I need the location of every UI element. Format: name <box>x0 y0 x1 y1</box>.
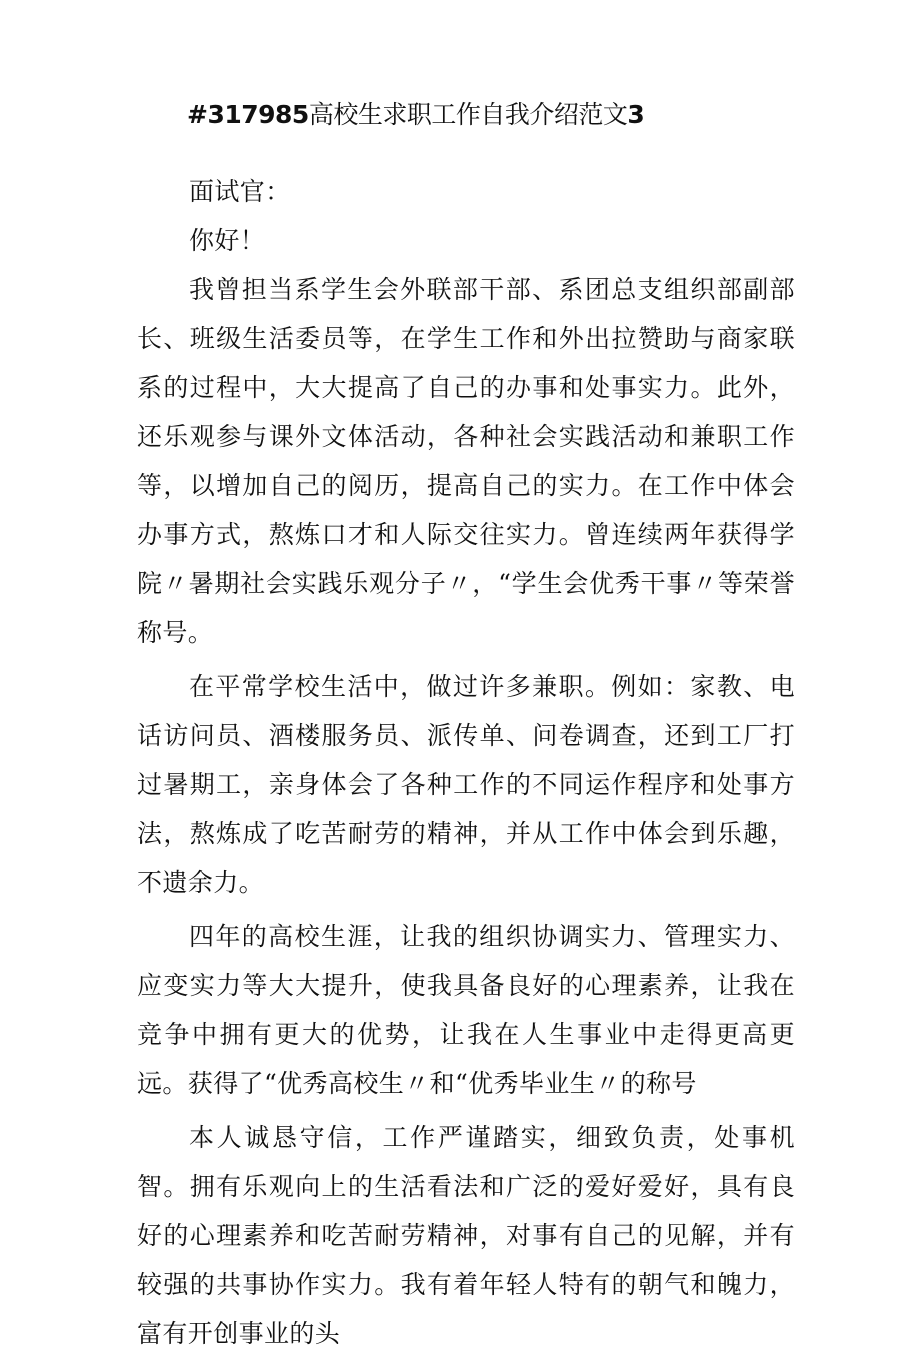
title-number: #317985 <box>187 100 309 129</box>
paragraph-2: 在平常学校生活中，做过许多兼职。例如：家教、电话访问员、酒楼服务员、派传单、问卷调查，还到工厂打过暑期工，亲身体会了各种工作的不同运作程序和处事方法，熬炼成了吃苦耐劳的精神，并从工作中体会到乐趣，不遗余力。 <box>137 672 795 897</box>
document-title <box>187 98 644 132</box>
title-suffix: 3 <box>627 100 645 129</box>
title-text: 高校生求职工作自我介绍范文 <box>308 100 628 129</box>
greeting: 你好！ <box>189 226 266 255</box>
document-body <box>137 167 795 1363</box>
paragraph-3: 四年的高校生涯，让我的组织协调实力、管理实力、应变实力等大大提升，使我具备良好的心理素养，让我在竞争中拥有更大的优势，让我在人生事业中走得更高更远。获得了“优秀高校生〃和“优秀毕业生〃的称号 <box>137 922 795 1098</box>
paragraph-1: 我曾担当系学生会外联部干部、系团总支组织部副部长、班级生活委员等，在学生工作和外出拉赞助与商家联系的过程中，大大提高了自己的办事和处事实力。此外，还乐观参与课外文体活动，各种社会实践活动和兼职工作等，以增加自己的阅历，提高自己的实力。在工作中体会办事方式，熬炼口才和人际交往实力。曾连续两年获得学院〃暑期社会实践乐观分子〃，“学生会优秀干事〃等荣誉称号。 <box>137 275 795 647</box>
paragraph-4: 本人诚恳守信，工作严谨踏实，细致负责，处事机智。拥有乐观向上的生活看法和广泛的爱好爱好，具有良好的心理素养和吃苦耐劳精神，对事有自己的见解，并有较强的共事协作实力。我有着年轻人特有的朝气和魄力，富有开创事业的头 <box>137 1123 795 1348</box>
salutation: 面试官： <box>189 177 291 206</box>
